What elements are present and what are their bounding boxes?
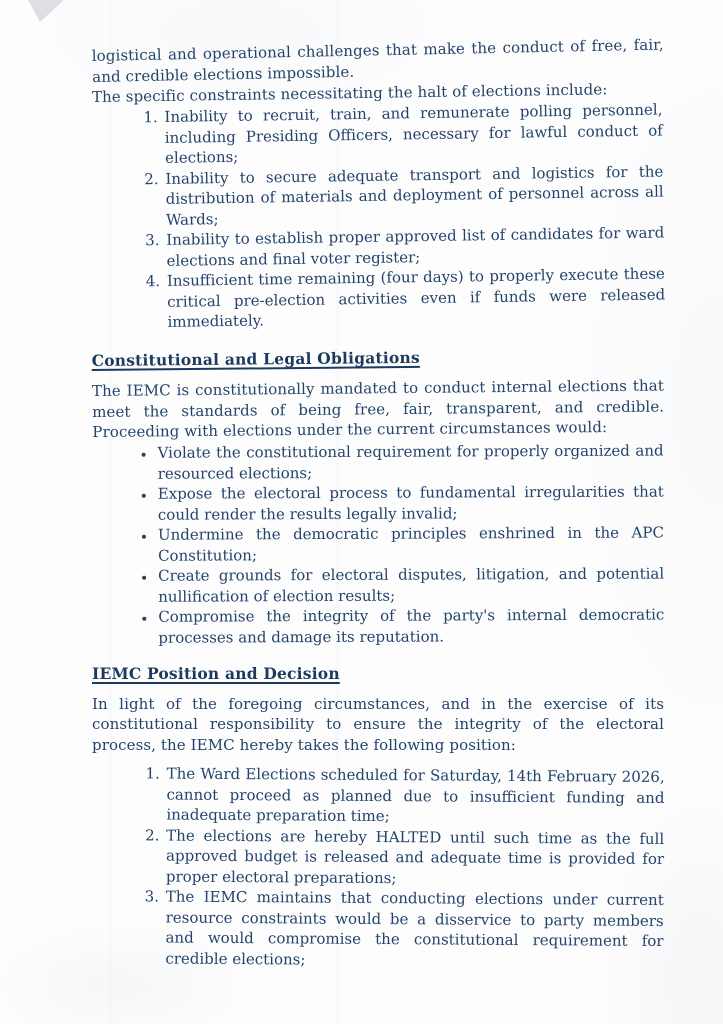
position-item-3: 3. The IEMC maintains that conducting elections under current resource constraints would be a disservice to party members and would compromise the constitutional requirement for credible elections;	[163, 887, 664, 972]
heading-iemc-position: IEMC Position and Decision	[92, 663, 340, 683]
paragraph-constitutional-lead: The IEMC is constitutionally mandated to conduct internal elections that meet the standards of being free, fair, transparent, and credible. Proceeding with elections under the current circumstances would:	[91, 376, 665, 441]
heading-constitutional-obligations: Constitutional and Legal Obligations	[91, 347, 420, 371]
constraints-list	[90, 99, 665, 333]
constitutional-section	[92, 346, 665, 443]
position-item-1: 1. The Ward Elections scheduled for Saturday, 14th February 2026, cannot proceed as planned due to insufficient funding and inadequate preparation time;	[164, 764, 664, 829]
scan-corner-artifact	[28, 0, 64, 22]
consequence-item-4: • Create grounds for electoral disputes, litigation, and potential nullification of election results;	[156, 563, 664, 606]
positions-list-section	[91, 763, 664, 972]
constraint-item-1: 1. Inability to recruit, train, and remunerate polling personnel, including Presiding Officers, necessary for lawful conduct of elections;	[162, 99, 663, 168]
constraint-item-4: 4. Insufficient time remaining (four days) to properly execute these critical pre-election activities even if funds were released immediately.	[165, 263, 666, 332]
constraint-item-2: 2. Inability to secure adequate transport and logistics for the distribution of materials and deployment of personnel across all Wards;	[163, 161, 664, 230]
consequence-item-1: • Violate the constitutional requirement for properly organized and resourced elections;	[156, 440, 664, 483]
paragraph-position-lead: In light of the foregoing circumstances, and in the exercise of its constitutional responsibility to ensure the integrity of the electoral process, the IEMC hereby takes the following position:	[92, 694, 664, 754]
consequence-item-2: • Expose the electoral process to fundamental irregularities that could render the results legally invalid;	[156, 481, 664, 524]
constraint-item-3: 3. Inability to establish proper approved list of candidates for ward elections and final voter register;	[164, 222, 665, 270]
consequence-item-5: • Compromise the integrity of the party's internal democratic processes and damage its reputation.	[156, 604, 664, 647]
positions-list	[91, 763, 664, 972]
paragraph-constraints-lead: The specific constraints necessitating the halt of elections include:	[91, 80, 608, 106]
document-content	[91, 35, 666, 986]
constraints-list-section	[90, 99, 665, 333]
consequences-section	[92, 440, 665, 647]
consequences-list	[92, 440, 665, 647]
consequence-item-3: • Undermine the democratic principles enshrined in the APC Constitution;	[156, 522, 664, 565]
position-item-2: 2. The elections are hereby HALTED until such time as the full approved budget is released and adequate time is provided for proper electoral preparations;	[164, 825, 664, 890]
paragraph-intro-continuation: logistical and operational challenges that make the conduct of free, fair, and credible elections impossible.	[91, 35, 664, 86]
position-section	[92, 664, 664, 756]
